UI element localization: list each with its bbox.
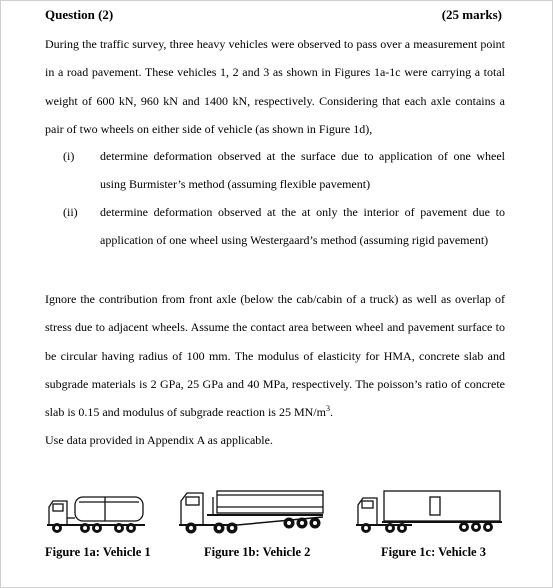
- figure-caption-1b: Figure 1b: Vehicle 2: [204, 545, 311, 559]
- notes-text: Ignore the contribution from front axle (below the cab/cabin of a truck) as well as overlap of stress due to adjacent wheels. Assume the contact area between wheel and pavement surface to be circular having radius of 100 mm. The modulus of elasticity for HMA, concrete slab and subgrade materials is 2 GPa, 25 GPa and 40 MPa, respectively. The poisson’s ratio of concrete slab is 0.15 and modulus of subgrade reaction is 25 MN/m: [45, 292, 505, 420]
- figure-caption-1c: Figure 1c: Vehicle 3: [381, 545, 486, 559]
- question-marks: (25 marks): [441, 7, 502, 22]
- tanker-truck-icon: [45, 491, 147, 537]
- item-number: (i): [63, 149, 75, 163]
- question-title: Question (2): [45, 7, 114, 22]
- item-text: determine deformation observed at the at only the interior of pavement due to application of one wheel using Westergaard’s method (assuming rigid pavement): [100, 205, 505, 248]
- notes-superscript: 3: [325, 404, 330, 414]
- question-header: [45, 7, 502, 25]
- figure-caption-1a: Figure 1a: Vehicle 1: [45, 545, 151, 559]
- flatbed-truck-icon: [177, 487, 327, 537]
- item-number: (ii): [63, 205, 78, 219]
- appendix-note: Use data provided in Appendix A as applicable.: [45, 433, 273, 448]
- list-item: [1, 142, 553, 199]
- notes-period: .: [329, 405, 333, 420]
- intro-paragraph: During the traffic survey, three heavy vehicles were observed to pass over a measurement point in a road pavement. These vehicles 1, 2 and 3 as shown in Figures 1a-1c were carrying a total weight of 600 kN, 960 kN and 1400 kN, respectively. Considering that each axle contains a pair of two wheels on either side of vehicle (as shown in Figure 1d),: [45, 37, 505, 136]
- list-item: [1, 198, 553, 255]
- vehicle-figures: [1, 487, 553, 537]
- notes-paragraph: [45, 285, 505, 455]
- item-text: determine deformation observed at the surface due to application of one wheel using Burmister’s method (assuming flexible pavement): [100, 149, 505, 192]
- box-trailer-truck-icon: [356, 489, 504, 537]
